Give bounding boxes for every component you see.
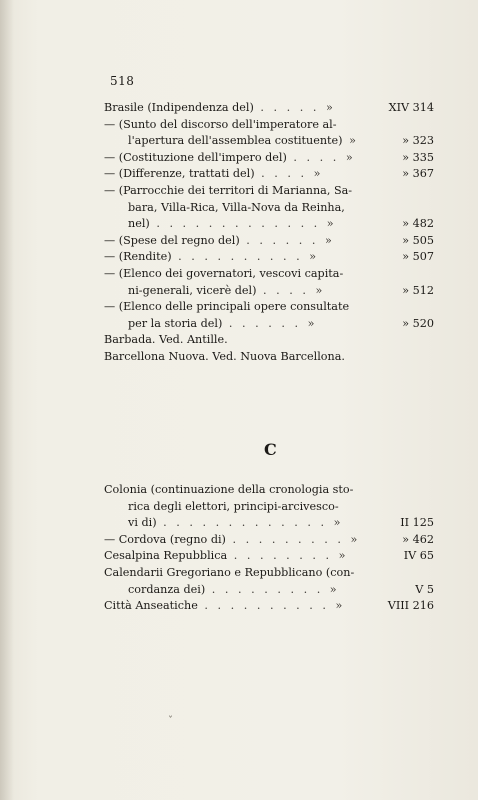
entry-text: — (Spese del regno del) — [104, 233, 240, 247]
entry-text: — (Costituzione dell'impero del) — [104, 150, 287, 164]
index-entry — [104, 349, 434, 366]
index-entry-line — [104, 582, 434, 599]
entry-text: ni-generali, vicerè del) — [128, 283, 257, 297]
index-entry — [104, 532, 434, 549]
index-entry — [104, 150, 434, 167]
entry-text: nel) — [128, 217, 150, 231]
entry-text: vi di) — [128, 516, 157, 530]
dot-leader: . . . . . . » — [222, 316, 318, 330]
volume-page-ref: » 462 — [402, 532, 434, 546]
section-letter: C — [264, 440, 277, 459]
entry-text: Colonia (continuazione della cronologia sto- — [104, 483, 354, 496]
volume-page-ref: II 125 — [400, 516, 434, 530]
index-entry-line — [104, 249, 434, 266]
index-entry-line — [104, 565, 434, 582]
entry-text: bara, Villa-Rica, Villa-Nova da Reinha, — [128, 200, 345, 214]
entry-text: rica degli elettori, principi-arcivesco- — [128, 499, 339, 513]
index-entry-line — [104, 349, 434, 366]
index-entry — [104, 233, 434, 250]
page-number: 518 — [110, 74, 135, 88]
volume-page-ref: » 335 — [402, 150, 434, 164]
index-entry-line — [104, 548, 434, 565]
index-entry-line — [104, 266, 434, 283]
volume-page-ref: » 520 — [402, 316, 434, 330]
dot-leader: . . . . . » — [253, 101, 336, 114]
volume-page-ref: IV 65 — [403, 549, 434, 563]
index-entry — [104, 598, 434, 615]
entry-text: — (Sunto del discorso dell'imperatore al- — [104, 117, 337, 131]
entry-text: Brasile (Indipendenza del) — [104, 101, 254, 114]
dot-leader: . . . . . . . . . » — [205, 582, 340, 596]
index-entry — [104, 266, 434, 299]
paper-mark: ˇ — [168, 716, 173, 727]
index-entry-line — [104, 216, 434, 233]
index-entry-line — [104, 166, 434, 183]
volume-page-ref: V 5 — [415, 582, 434, 596]
index-entry-line — [104, 117, 434, 134]
index-entry-line — [104, 499, 434, 516]
entry-text: Città Anseatiche — [104, 599, 198, 613]
index-entry-line — [104, 332, 434, 349]
dot-leader: » — [342, 134, 359, 148]
dot-leader: . . . . . . . . . . . . . » — [149, 217, 337, 231]
dot-leader: . . . . » — [286, 150, 356, 164]
entry-text: Barcellona Nuova. Ved. Nuova Barcellona. — [104, 349, 345, 363]
entry-text: — Cordova (regno di) — [104, 532, 226, 546]
entry-text: — (Parrocchie dei territori di Marianna, Sa- — [104, 183, 353, 197]
volume-page-ref: XIV 314 — [388, 101, 434, 114]
volume-page-ref: » 367 — [402, 167, 434, 181]
index-entry-line — [104, 598, 434, 615]
index-entry-line — [104, 100, 434, 117]
index-entry-line — [104, 183, 434, 200]
volume-page-ref: » 512 — [402, 283, 434, 297]
entry-text: Cesalpina Repubblica — [104, 549, 228, 563]
index-entry — [104, 482, 434, 532]
dot-leader: . . . . . . . . . . » — [171, 250, 320, 264]
index-entry — [104, 565, 434, 598]
volume-page-ref: » 505 — [402, 233, 434, 247]
entry-text: — (Elenco delle principali opere consultate — [104, 300, 350, 314]
entry-text: per la storia del) — [128, 316, 223, 330]
index-entry-line — [104, 283, 434, 300]
entry-text: cordanza dei) — [128, 582, 206, 596]
volume-page-ref: VIII 216 — [387, 599, 434, 613]
index-entry — [104, 183, 434, 233]
index-entry-line — [104, 532, 434, 549]
index-entry-line — [104, 299, 434, 316]
index-entries-c — [104, 482, 434, 615]
entry-text: — (Differenze, trattati del) — [104, 167, 255, 181]
dot-leader: . . . . . . . . . . . . . » — [156, 516, 344, 530]
dot-leader: . . . . . . » — [239, 233, 335, 247]
entry-text: Barbada. Ved. Antille. — [104, 333, 228, 347]
index-entries-b — [104, 100, 434, 366]
index-entry — [104, 299, 434, 332]
entry-text: — (Rendite) — [104, 250, 172, 264]
volume-page-ref: » 507 — [402, 250, 434, 264]
dot-leader: . . . . . . . . . » — [225, 532, 361, 546]
page-gutter-shadow — [0, 0, 14, 800]
dot-leader: . . . . » — [254, 167, 324, 181]
index-entry-line — [104, 515, 434, 532]
volume-page-ref: » 482 — [402, 217, 434, 231]
index-entry-line — [104, 233, 434, 250]
index-entry-line — [104, 150, 434, 167]
index-entry — [104, 166, 434, 183]
index-entry — [104, 332, 434, 349]
dot-leader: . . . . . . . . » — [227, 549, 349, 563]
index-entry-line — [104, 482, 434, 499]
index-entry — [104, 117, 434, 150]
entry-text: — (Elenco dei governatori, vescovi capita- — [104, 266, 344, 280]
index-entry-line — [104, 316, 434, 333]
entry-text: Calendarii Gregoriano e Repubblicano (con- — [104, 565, 355, 579]
entry-text: l'apertura dell'assemblea costituente) — [128, 134, 343, 148]
index-entry — [104, 100, 434, 117]
index-entry-line — [104, 133, 434, 150]
volume-page-ref: » 323 — [402, 134, 434, 148]
index-entry — [104, 548, 434, 565]
dot-leader: . . . . » — [256, 283, 326, 297]
index-entry-line — [104, 200, 434, 217]
dot-leader: . . . . . . . . . . » — [197, 599, 346, 613]
index-entry — [104, 249, 434, 266]
